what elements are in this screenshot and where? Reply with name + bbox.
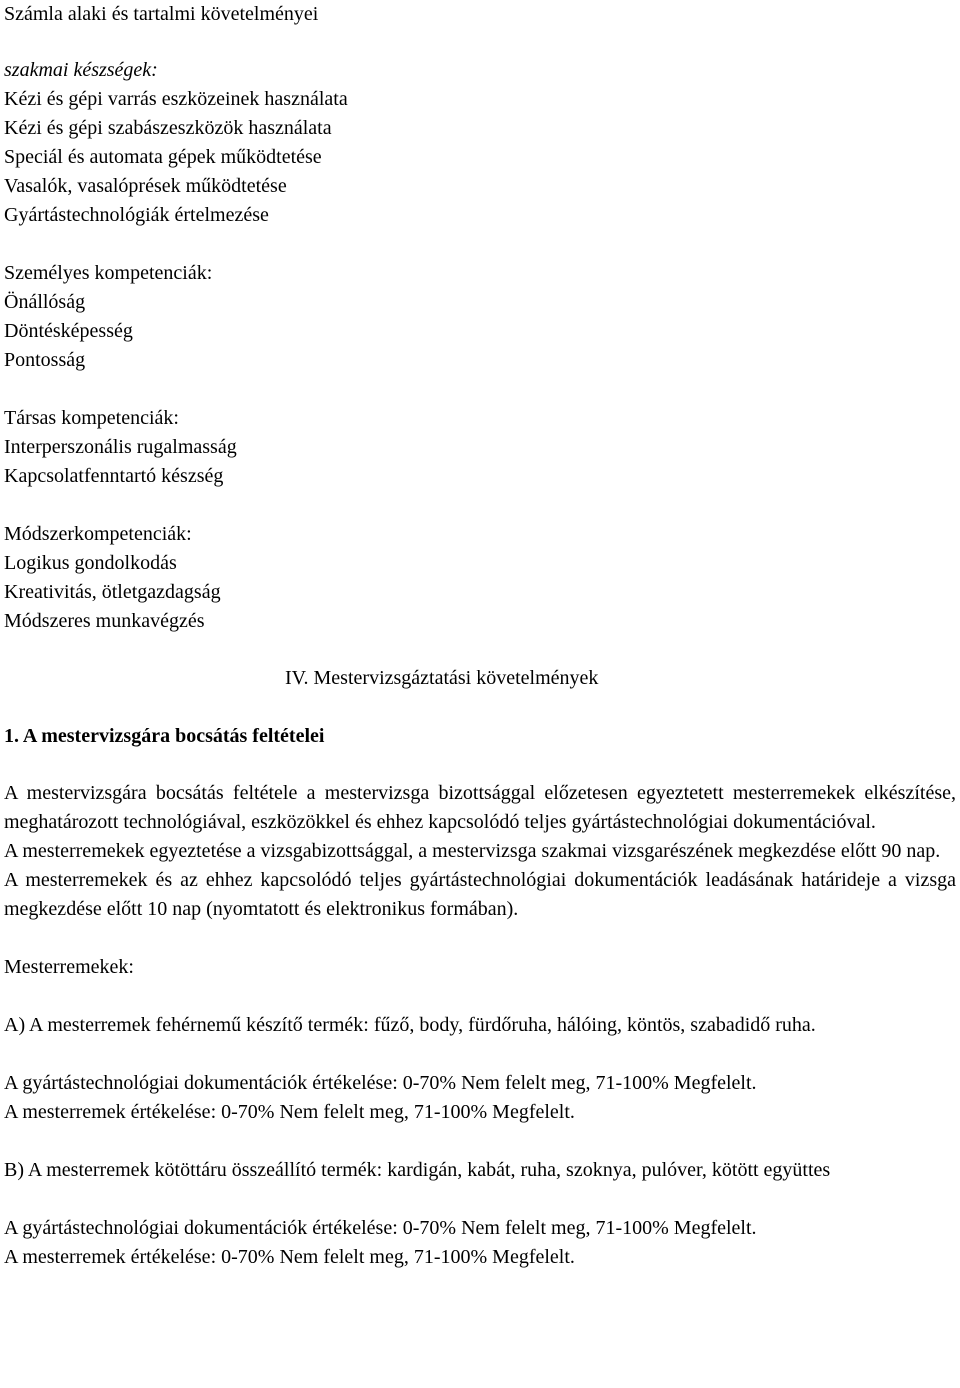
- spacer: [4, 1185, 956, 1214]
- personal-competency-item: Döntésképesség: [4, 320, 133, 342]
- conditions-body: [4, 779, 956, 1272]
- section-title: 1. A mestervizsgára bocsátás feltételei: [4, 725, 325, 747]
- masterpiece-b-evaluation: A mesterremek értékelése: 0-70% Nem felelt meg, 71-100% Megfelelt.: [4, 1246, 575, 1268]
- method-competencies-heading: Módszerkompetenciák:: [4, 523, 192, 545]
- spacer: [4, 491, 956, 520]
- method-competency-item: Logikus gondolkodás: [4, 552, 177, 574]
- masterpiece-a-doc-evaluation: A gyártástechnológiai dokumentációk értékelése: 0-70% Nem felelt meg, 71-100% Megfelelt.: [4, 1072, 757, 1094]
- personal-competency-item: Önállóság: [4, 291, 86, 313]
- personal-competency-item: Pontosság: [4, 349, 86, 371]
- masterpiece-b-doc-evaluation: A gyártástechnológiai dokumentációk értékelése: 0-70% Nem felelt meg, 71-100% Megfelelt.: [4, 1217, 757, 1239]
- professional-skills-heading: szakmai készségek:: [4, 59, 158, 81]
- top-heading: Számla alaki és tartalmi követelményei: [4, 3, 319, 25]
- method-competency-item: Kreativitás, ötletgazdagság: [4, 581, 221, 603]
- spacer: [4, 924, 956, 953]
- paragraph-deadline: A mesterremekek és az ehhez kapcsolódó teljes gyártástechnológiai dokumentációk leadásának határideje a vizsga megkezdése előtt 10 nap (nyomtatott és elektronikus formában).: [4, 869, 956, 920]
- spacer: [4, 1127, 956, 1156]
- spacer: [4, 982, 956, 1011]
- personal-competencies-heading: Személyes kompetenciák:: [4, 262, 213, 284]
- chapter-title: IV. Mestervizsgáztatási követelmények: [285, 667, 599, 689]
- professional-skill-item: Kézi és gépi szabászeszközök használata: [4, 117, 332, 139]
- social-competency-item: Kapcsolatfenntartó készség: [4, 465, 224, 487]
- masterpieces-heading: Mesterremekek:: [4, 956, 134, 978]
- paragraph-admission-condition: A mestervizsgára bocsátás feltétele a mestervizsga bizottsággal előzetesen egyeztetett mesterremekek elkészítése, meghatározott technológiával, eszközökkel és ehhez kapcsolódó teljes gyártástechnológiai dokumentációval.: [4, 782, 956, 833]
- paragraph-coordination: A mesterremekek egyeztetése a vizsgabizottsággal, a mestervizsga szakmai vizsgarészének megkezdése előtt 90 nap.: [4, 840, 941, 862]
- spacer: [4, 29, 956, 56]
- social-competencies-heading: Társas kompetenciák:: [4, 407, 179, 429]
- professional-skill-item: Vasalók, vasalóprések működtetése: [4, 175, 287, 197]
- professional-skill-item: Speciál és automata gépek működtetése: [4, 146, 322, 168]
- spacer: [4, 1040, 956, 1069]
- professional-skill-item: Gyártástechnológiák értelmezése: [4, 204, 269, 226]
- spacer: [4, 375, 956, 404]
- spacer: [4, 230, 956, 259]
- masterpiece-a-description: A) A mesterremek fehérnemű készítő termék: fűző, body, fürdőruha, hálóing, köntös, szabadidő ruha.: [4, 1014, 816, 1036]
- masterpiece-a-evaluation: A mesterremek értékelése: 0-70% Nem felelt meg, 71-100% Megfelelt.: [4, 1101, 575, 1123]
- method-competency-item: Módszeres munkavégzés: [4, 610, 205, 632]
- masterpiece-b-description: B) A mesterremek kötöttáru összeállító termék: kardigán, kabát, ruha, szoknya, pulóver, kötött együttes: [4, 1159, 831, 1181]
- document-page: [4, 0, 956, 1268]
- professional-skill-item: Kézi és gépi varrás eszközeinek használata: [4, 88, 348, 110]
- social-competency-item: Interperszonális rugalmasság: [4, 436, 237, 458]
